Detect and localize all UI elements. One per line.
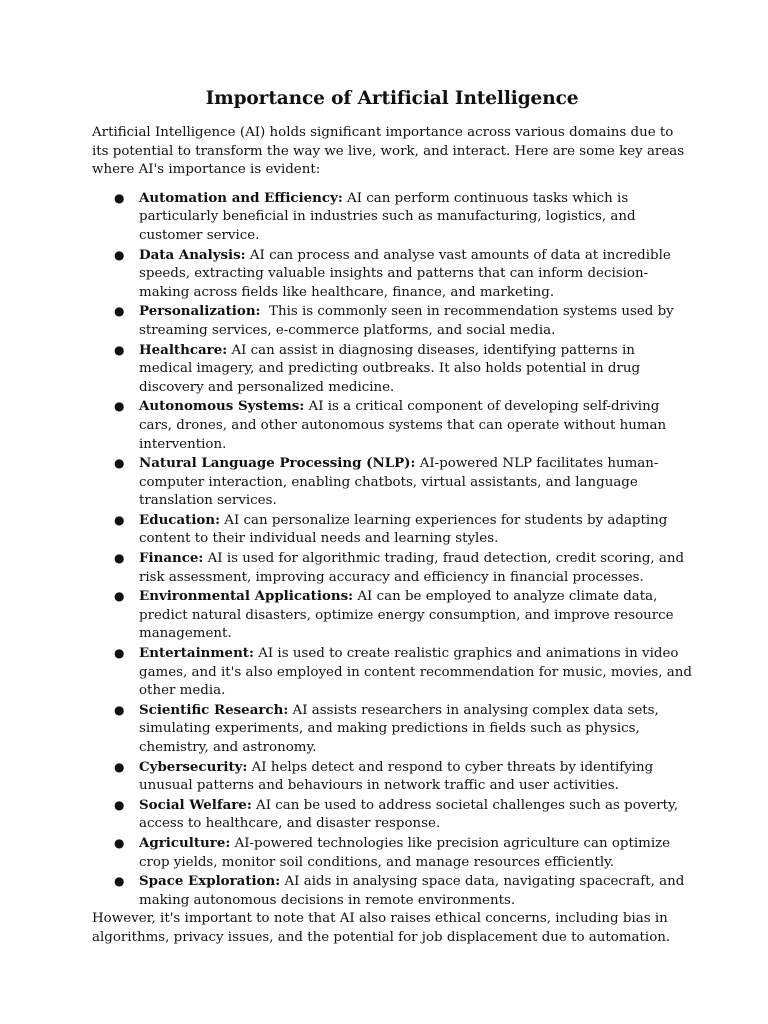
item-term: Autonomous Systems:	[139, 398, 305, 415]
bullet-icon: ●	[114, 835, 125, 850]
bullet-icon: ●	[114, 551, 125, 566]
document-page	[92, 86, 692, 948]
item-term: Entertainment:	[139, 645, 254, 662]
conclusion-paragraph: However, it's important to note that AI also raises ethical concerns, including bias in algorithms, privacy issues, and the potential for job displacement due to automation.	[92, 911, 671, 945]
item-text: AI-powered technologies like precision agriculture can optimize crop yields, monitor soil conditions, and manage resources efficiently.	[139, 835, 671, 870]
item-text: AI can be used to address societal challenges such as poverty, access to healthcare, and disaster response.	[139, 797, 679, 832]
bullet-icon: ●	[114, 247, 125, 262]
bullet-icon: ●	[114, 797, 125, 812]
item-term: Space Exploration:	[139, 873, 281, 890]
item-text: This is commonly seen in recommendation systems used by streaming services, e-commerce platforms, and social media.	[139, 304, 679, 338]
bullet-icon: ●	[114, 342, 125, 357]
list-item	[92, 549, 692, 587]
list-item	[92, 246, 692, 303]
bullet-icon: ●	[114, 512, 125, 527]
item-term: Cybersecurity:	[139, 758, 248, 775]
list-item	[92, 834, 692, 872]
item-term: Finance:	[139, 550, 204, 567]
bullet-icon: ●	[114, 589, 125, 604]
item-term: Natural Language Processing (NLP):	[139, 455, 416, 472]
bullet-icon: ●	[114, 190, 125, 205]
item-text: AI-powered NLP facilitates human-computer interaction, enabling chatbots, virtual assistants, and language translation services.	[139, 456, 659, 509]
list-item	[92, 397, 692, 454]
item-text: AI can assist in diagnosing diseases, identifying patterns in medical imagery, and predicting outbreaks. It also holds potential in drug discovery and personalized medicine.	[139, 342, 641, 395]
item-text: AI is used to create realistic graphics and animations in video games, and it's also employed in content recommendation for music, movies, and other media.	[139, 646, 692, 699]
item-term: Scientific Research:	[139, 701, 289, 718]
list-item	[92, 511, 692, 549]
item-term: Agriculture:	[139, 834, 231, 851]
bullet-icon: ●	[114, 874, 125, 889]
item-term: Social Welfare:	[139, 796, 252, 813]
item-text: AI can perform continuous tasks which is particularly beneficial in industries such as manufacturing, logistics, and customer service.	[139, 190, 636, 243]
importance-list	[92, 189, 692, 911]
item-text: AI is a critical component of developing self-driving cars, drones, and other autonomous systems that can operate without human intervention.	[139, 399, 667, 452]
item-text: AI assists researchers in analysing complex data sets, simulating experiments, and making predictions in fields such as physics, chemistry, and astronomy.	[139, 702, 659, 755]
intro-paragraph: Artificial Intelligence (AI) holds significant importance across various domains due to its potential to transform the way we live, work, and interact. Here are some key areas where AI's importance is evident:	[92, 125, 685, 178]
item-text: AI helps detect and respond to cyber threats by identifying unusual patterns and behaviours in network traffic and user activities.	[139, 759, 654, 794]
bullet-icon: ●	[114, 304, 125, 319]
document-title: Importance of Artificial Intelligence	[205, 88, 579, 109]
bullet-icon: ●	[114, 646, 125, 661]
item-term: Environmental Applications:	[139, 588, 354, 605]
bullet-icon: ●	[114, 399, 125, 414]
item-text: AI can personalize learning experiences for students by adapting content to their individual needs and learning styles.	[139, 512, 668, 547]
bullet-icon: ●	[114, 702, 125, 717]
list-item	[92, 341, 692, 398]
list-item	[92, 189, 692, 246]
item-term: Data Analysis:	[139, 246, 246, 263]
list-item	[92, 796, 692, 834]
item-term: Automation and Efficiency:	[139, 189, 343, 206]
list-item	[92, 454, 692, 511]
list-item	[92, 872, 692, 910]
item-text: AI can be employed to analyze climate data, predict natural disasters, optimize energy consumption, and improve resource management.	[139, 589, 674, 642]
bullet-icon: ●	[114, 456, 125, 471]
list-item	[92, 587, 692, 644]
item-term: Healthcare:	[139, 341, 228, 358]
item-term: Education:	[139, 511, 221, 528]
list-item	[92, 701, 692, 758]
list-item	[92, 302, 692, 340]
list-item	[92, 644, 692, 701]
list-item	[92, 758, 692, 796]
item-text: AI can process and analyse vast amounts of data at incredible speeds, extracting valuable insights and patterns that can inform decision-making across fields like healthcare, finance, and marketing.	[139, 247, 671, 300]
bullet-icon: ●	[114, 759, 125, 774]
item-text: AI aids in analysing space data, navigating spacecraft, and making autonomous decisions in remote environments.	[139, 874, 685, 908]
item-text: AI is used for algorithmic trading, fraud detection, credit scoring, and risk assessment, improving accuracy and efficiency in financial processes.	[139, 551, 685, 585]
item-term: Personalization:	[139, 303, 261, 320]
